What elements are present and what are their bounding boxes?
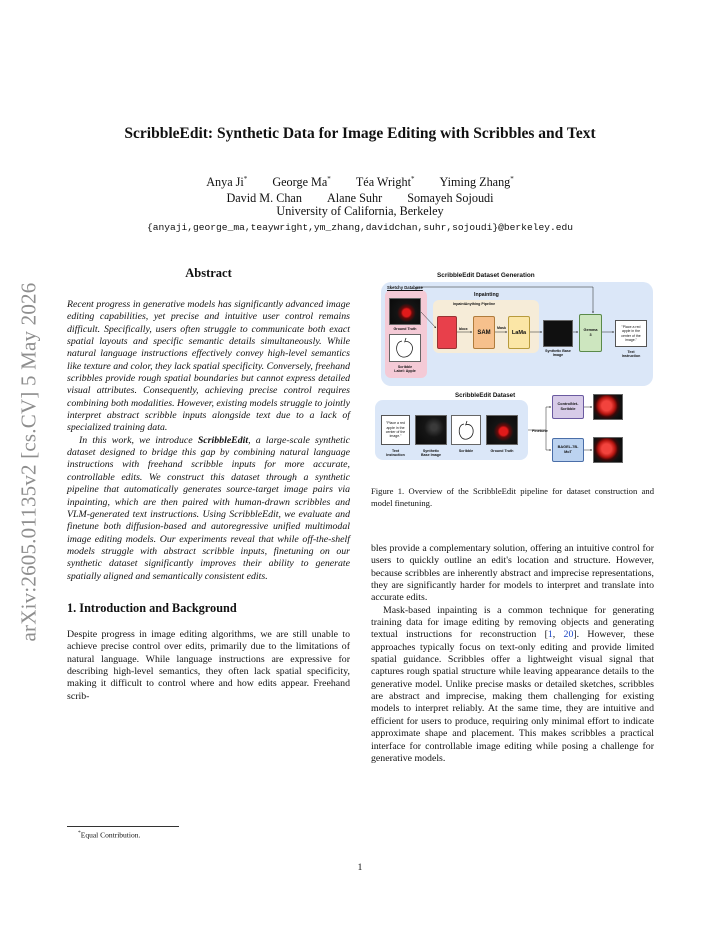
body-paragraph: bles provide a complementary solution, offering an intuitive control for users to quickly outline an edit's location and structure. However, because scribbles are inherently abstract and imprecise representations, they are significantly harder for models to interpret and translate into accurate edits. bbox=[371, 543, 654, 604]
author-emails[interactable]: {anyaji,george_ma,teaywright,ym_zhang,davidchan,suhr,sojoudi}@berkeley.edu bbox=[146, 222, 574, 233]
author-list bbox=[60, 171, 660, 206]
synthetic-base-label: Synthetic Base Image bbox=[545, 349, 571, 357]
right-column-body bbox=[371, 543, 654, 765]
author: Téa Wright* bbox=[355, 175, 415, 190]
body-paragraph: Despite progress in image editing algorithms, we are still unable to achieve precise control over edits, primarily due to the limitations of natural language. While language instructions are expressive for describing high-level semantics, they often lack spatial specificity, making it difficult to control where and how edits appear. Freehand scrib- bbox=[67, 628, 350, 702]
author: David M. Chan bbox=[226, 191, 302, 206]
author: Alane Suhr bbox=[326, 191, 383, 206]
section-heading-introduction: 1. Introduction and Background bbox=[67, 600, 237, 615]
gemma-block: Gemma 3 bbox=[579, 314, 602, 352]
figure-dataset-title: ScribbleEdit Dataset bbox=[455, 392, 516, 399]
author: Yiming Zhang* bbox=[439, 175, 514, 190]
mask-label: Mask bbox=[497, 326, 506, 330]
figure-generation-title: ScribbleEdit Dataset Generation bbox=[437, 272, 535, 279]
author: George Ma* bbox=[272, 175, 331, 190]
author: Anya Ji* bbox=[206, 175, 248, 190]
dataset-text-instruction: "Place a red apple in the center of the image." bbox=[381, 415, 410, 445]
abstract-body bbox=[67, 299, 350, 583]
arxiv-stamp bbox=[14, 262, 44, 662]
affiliation: University of California, Berkeley bbox=[276, 204, 444, 218]
sketchy-database-label: Sketchy Database bbox=[387, 285, 423, 290]
text-instruction-box: "Place a red apple in the center of the image." bbox=[615, 320, 647, 347]
dataset-scribble-label: Scribble bbox=[458, 449, 474, 453]
page-number: 1 bbox=[357, 862, 363, 873]
body-paragraph: Mask-based inpainting is a common technique for generating training data for image editing by removing objects and generating textual instructions for reconstruction [1, 20]. However, these approaches typically focus on text-only editing and provide limited spatial guidance. Scribbles offer a lightweight visual signal that captures rough spatial structure while leaving appearance details to the generative model. Unlike precise masks or detailed sketches, scribbles are abstract and imprecise, making them challenging for existing models to interpret reliably. At the same time, they are intuitive and efficient for users to produce, requiring only minimal effort to indicate approximate shape and placement. This makes scribbles a practical interface for controllable image editing while posing a challenge for generative models. bbox=[371, 604, 655, 764]
citation-link[interactable]: 20 bbox=[563, 629, 574, 641]
inpainting-title: Inpainting bbox=[474, 292, 499, 298]
abstract-paragraph: Recent progress in generative models has significantly advanced image editing capabilities, yet precise and intuitive user control remains difficult. Specifically, users often struggle to communicate both exact spatial layouts and specific semantic details simultaneously. While natural language instructions effectively convey high-level semantics like texture and color, they lack spatial specificity. Conversely, freehand scribbles provide rough spatial boundaries but cannot express detailed visual attributes. Consequently, achieving precise control requires combining both modalities. However, existing models struggle to jointly interpret abstract scribble inputs alongside text due to a lack of specialized training data. bbox=[67, 299, 350, 434]
citation-link[interactable]: 1 bbox=[547, 629, 553, 641]
left-column bbox=[67, 266, 350, 703]
footnote: *Equal Contribution. bbox=[78, 830, 141, 840]
finetune-label: Finetune bbox=[532, 429, 548, 433]
finetune-arrows bbox=[371, 270, 656, 470]
figure-1 bbox=[371, 270, 656, 470]
dataset-synthetic-label: Synthetic Base Image bbox=[421, 449, 441, 457]
figure-caption: Figure 1. Overview of the ScribbleEdit pipeline for dataset construction and model finetuning. bbox=[371, 486, 654, 508]
arxiv-stamp-text: arXiv:2605.01135v2 [cs.CV] 5 May 2026 bbox=[16, 282, 41, 642]
ground-truth-label: Ground Truth bbox=[393, 327, 417, 331]
controlnet-block: ControlNet- Scribble bbox=[552, 395, 584, 419]
sam-block: SAM bbox=[473, 316, 495, 349]
paper-title: ScribbleEdit: Synthetic Data for Image Editing with Scribbles and Text bbox=[124, 125, 596, 142]
figure-caption-block bbox=[371, 486, 654, 509]
text-instruction-label: Text Instruction bbox=[621, 350, 641, 358]
dataset-ground-truth-label: Ground Truth bbox=[490, 449, 514, 453]
dataset-text-instruction-label: Text Instruction bbox=[386, 449, 405, 457]
lama-block: LaMa bbox=[508, 316, 530, 349]
right-column bbox=[371, 543, 654, 765]
footnote-rule bbox=[67, 826, 179, 827]
introduction-body bbox=[67, 629, 350, 703]
abstract-paragraph: In this work, we introduce ScribbleEdit, a large-scale synthetic dataset designed to bridge this gap by combining natural language instructions with freehand scribble inputs for more accurate, controllable edits. We construct this dataset through a synthetic pipeline that automatically generates source-target image pairs via inpainting, which are then paired with human-drawn scribbles and VLM-generated text instructions. Using ScribbleEdit, we evaluate and finetune both diffusion-based and autoregressive unified multimodal image editing models. Our experiments reveal that while off-the-shelf models struggle with abstract scribble inputs, finetuning on our synthetic dataset significantly improves their ability to generate spatially aligned and semantically consistent edits. bbox=[67, 434, 351, 582]
author: Somayeh Sojoudi bbox=[407, 191, 494, 206]
bbox-label: bbox bbox=[459, 327, 468, 331]
author-row-1 bbox=[60, 171, 660, 190]
inpainting-pipeline-label: InpaintAnything Pipeline bbox=[453, 302, 496, 306]
scribble-label: Scribble Label: Apple bbox=[394, 365, 416, 373]
abstract-heading: Abstract bbox=[185, 266, 232, 280]
bagel-block: BAGEL-7B- MoT bbox=[552, 438, 584, 462]
